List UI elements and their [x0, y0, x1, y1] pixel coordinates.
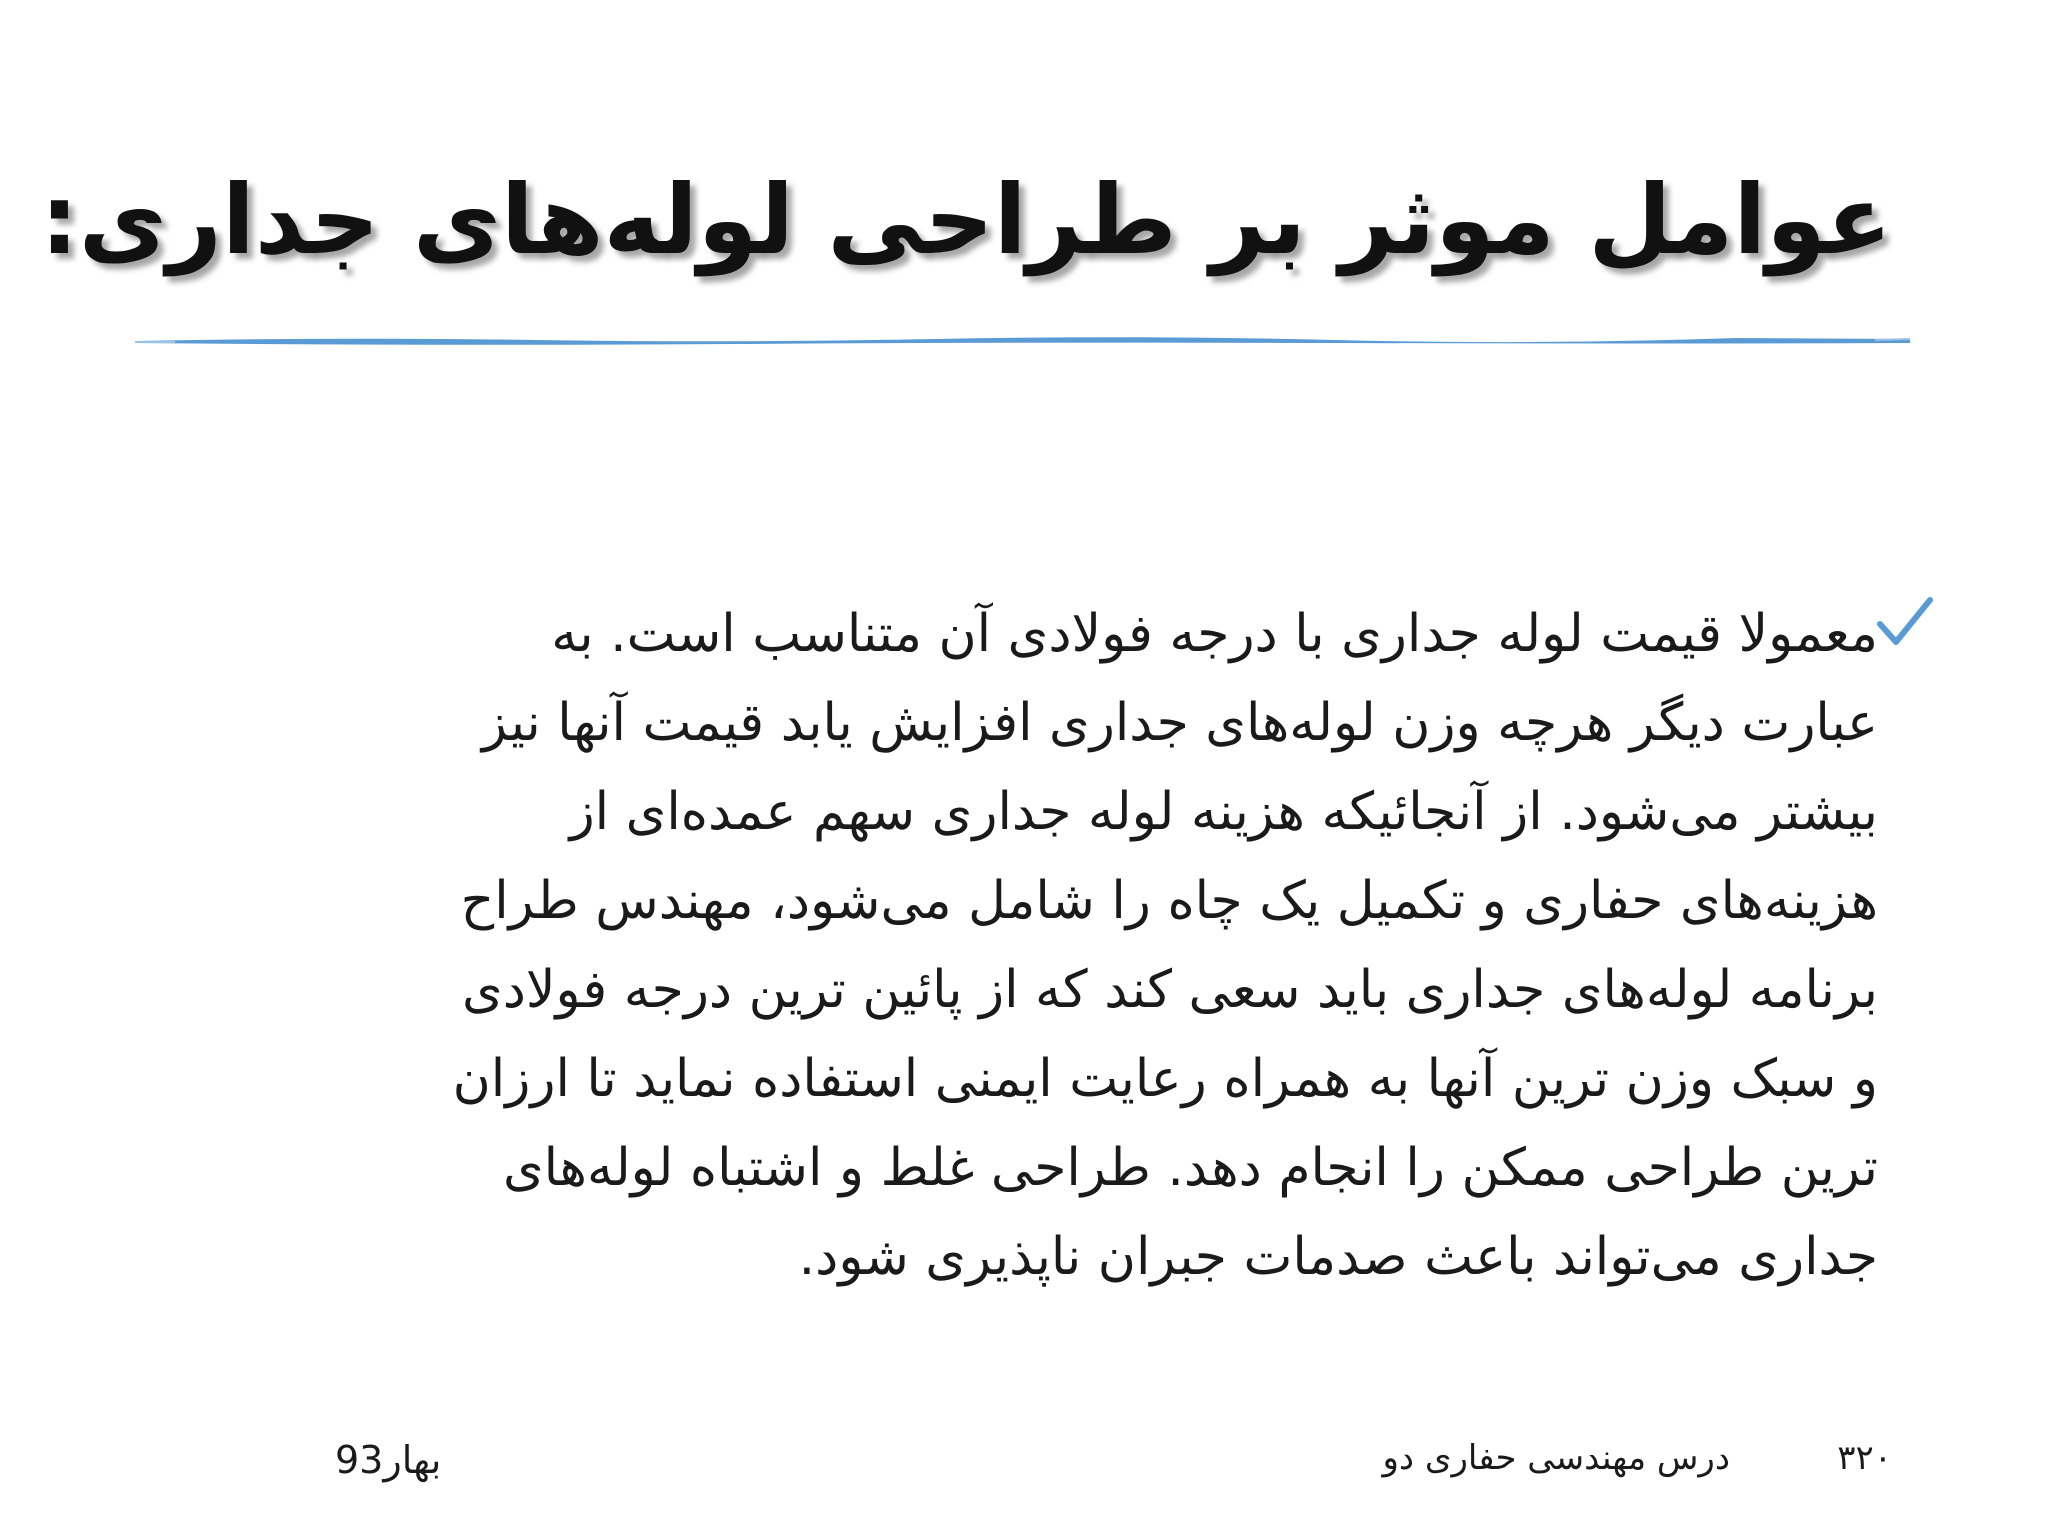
bullet-paragraph — [198, 590, 1878, 1302]
footer-season: بهار93 — [335, 1438, 442, 1482]
bullet-item — [198, 590, 1878, 1302]
body-block — [198, 590, 1878, 1302]
checkmark-icon — [1874, 594, 1934, 654]
body-line: ترین طراحی ممکن را انجام دهد. طراحی غلط و اشتباه لوله‌های — [502, 1138, 1878, 1198]
body-line: جداری می‌تواند باعث صدمات جبران ناپذیری شود. — [798, 1227, 1878, 1287]
slide-title: عوامل موثر بر طراحی لوله‌های جداری: — [40, 164, 1892, 276]
title-divider — [135, 333, 1910, 347]
footer-course-name: درس مهندسی حفاری دو — [1382, 1438, 1730, 1478]
body-line: عبارت دیگر هرچه وزن لوله‌های جداری افزایش یابد قیمت آنها نیز — [481, 693, 1878, 753]
body-line: و سبک وزن ترین آنها به همراه رعایت ایمنی استفاده نماید تا ارزان — [452, 1049, 1878, 1109]
body-line: معمولا قیمت لوله جداری با درجه فولادی آن متناسب است. به — [551, 604, 1878, 664]
body-line: هزینه‌های حفاری و تکمیل یک چاه را شامل می‌شود، مهندس طراح — [460, 871, 1878, 931]
body-line: برنامه لوله‌های جداری باید سعی کند که از پائین ترین درجه فولادی — [462, 960, 1878, 1020]
footer-page-number: ۳۲۰ — [1837, 1438, 1892, 1478]
body-line: بیشتر می‌شود. از آنجائیکه هزینه لوله جداری سهم عمده‌ای از — [569, 782, 1878, 842]
